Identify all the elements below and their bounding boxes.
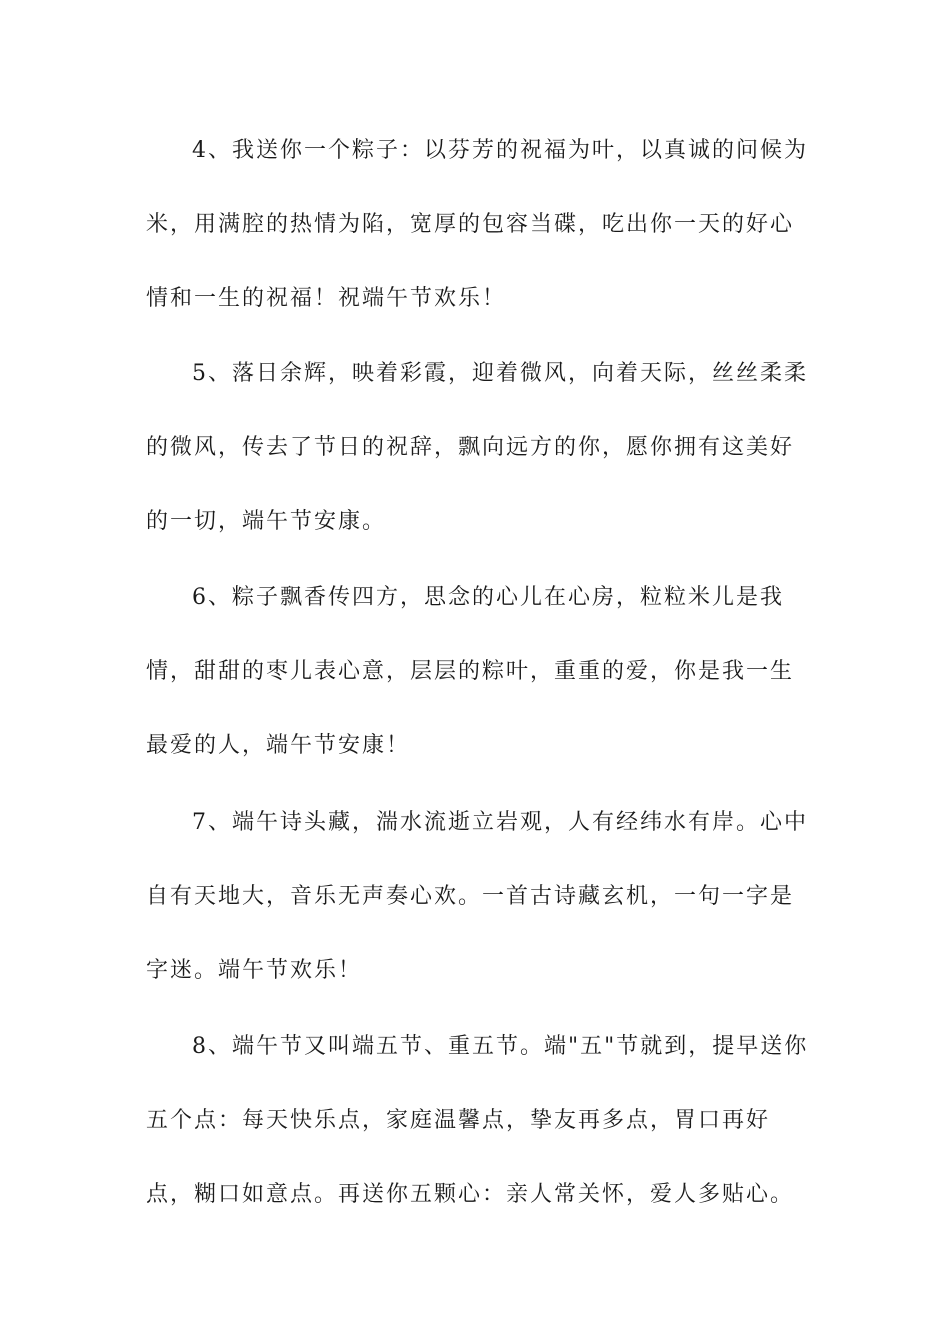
paragraph-4: 4、我送你一个粽子：以芬芳的祝福为叶，以真诚的问候为米，用满腔的热情为陷，宽厚的包容当碟，吃出你一天的好心情和一生的祝福！祝端午节欢乐！ bbox=[146, 138, 808, 311]
paragraph-7: 7、端午诗头藏，湍水流逝立岩观，人有经纬水有岸。心中自有天地大，音乐无声奏心欢。一首古诗藏玄机，一句一字是字迷。端午节欢乐！ bbox=[146, 810, 808, 983]
paragraph-6: 6、粽子飘香传四方，思念的心儿在心房，粒粒米儿是我情，甜甜的枣儿表心意，层层的粽叶，重重的爱，你是我一生最爱的人，端午节安康！ bbox=[146, 585, 795, 758]
paragraph-5: 5、落日余辉，映着彩霞，迎着微风，向着天际，丝丝柔柔的微风，传去了节日的祝辞，飘向远方的你，愿你拥有这美好的一切，端午节安康。 bbox=[146, 361, 808, 534]
paragraph-8: 8、端午节又叫端五节、重五节。端"五"节就到，提早送你五个点：每天快乐点，家庭温馨点，挚友再多点，胃口再好点，糊口如意点。再送你五颗心：亲人常关怀，爱人多贴心。 bbox=[146, 1034, 809, 1207]
